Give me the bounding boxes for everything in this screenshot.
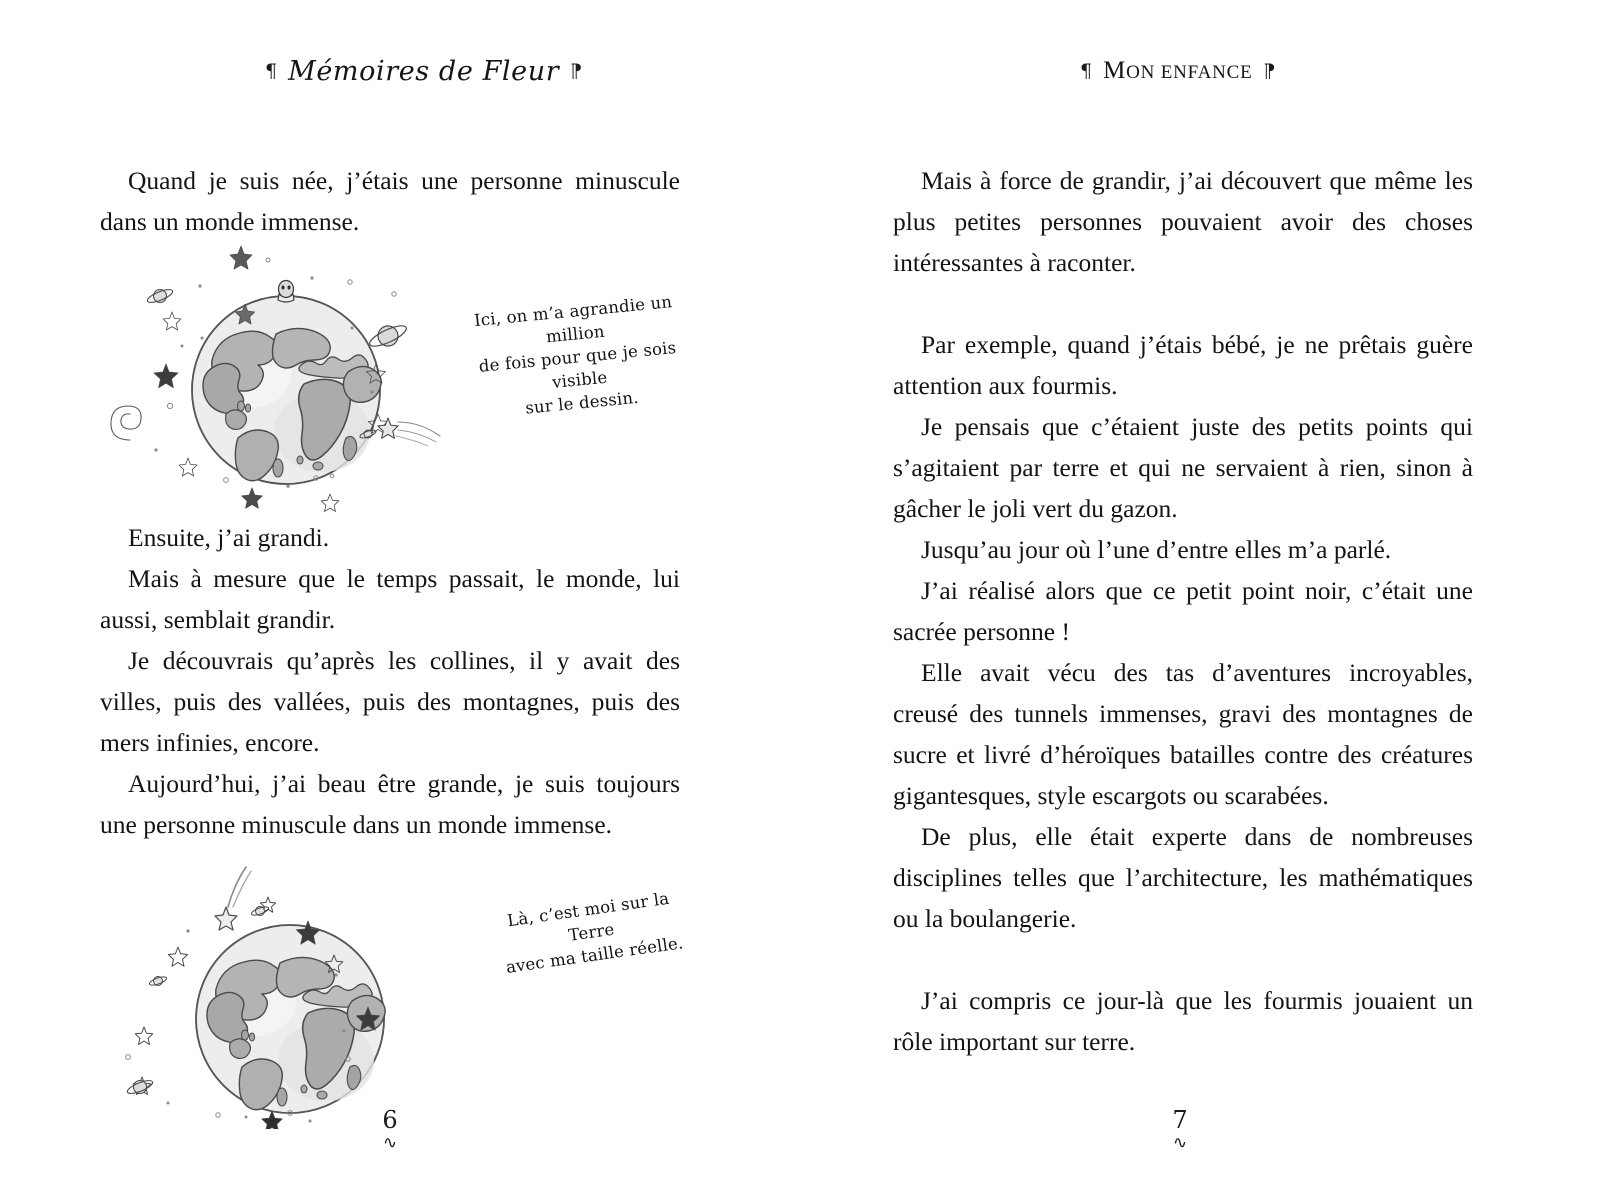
- paragraph: Mais à force de grandir, j’ai découvert que même les plus petites personnes pouvaient avoir des choses intéressantes à raconter.: [893, 166, 1473, 277]
- illustration-annotation-two: Là, c’est moi sur la Terre avec ma taille réelle.: [504, 888, 685, 977]
- paragraph: Jusqu’au jour où l’une d’entre elles m’a parlé.: [921, 535, 1392, 564]
- paragraph: Par exemple, quand j’étais bébé, je ne prêtais guère attention aux fourmis.: [893, 330, 1473, 400]
- folio-ornament-icon: ∿: [382, 1133, 398, 1153]
- comet-icon: [215, 867, 251, 930]
- spiral-galaxy-icon: [111, 406, 141, 440]
- page-number: 6: [382, 1106, 398, 1134]
- running-head-right-smallcaps: ON ENFANCE: [1126, 62, 1253, 83]
- running-head-right-title: [1103, 57, 1252, 85]
- folio-right: [1120, 1107, 1240, 1152]
- ringed-planet-icon: [251, 905, 270, 917]
- paragraph: De plus, elle était experte dans de nombreuses disciplines telles que l’architecture, les mathématiques ou la boulangerie.: [893, 822, 1473, 933]
- paragraph-spacer: [893, 939, 1473, 980]
- paragraph: Je découvrais qu’après les collines, il y avait des villes, puis des vallées, puis des montagnes, puis des mers infinies, encore.: [100, 646, 680, 757]
- running-head-left-title: Mémoires de Fleur: [288, 55, 560, 87]
- ringed-planet-icon: [146, 287, 174, 305]
- ringed-planet-icon: [367, 322, 408, 350]
- right-page-text-column: [893, 160, 1473, 1062]
- illustration-earth-actual-size: [100, 859, 685, 1129]
- paragraph: J’ai compris ce jour-là que les fourmis jouaient un rôle important sur terre.: [893, 986, 1473, 1056]
- paragraph: Quand je suis née, j’étais une personne minuscule dans un monde immense.: [100, 166, 680, 236]
- left-page-text-column: [100, 160, 685, 1129]
- illustration-annotation-one: Ici, on m’a agrandie un million de fois pour que je sois visible sur le dessin.: [473, 292, 678, 418]
- running-head-left: [265, 50, 582, 92]
- paragraph: Je pensais que c’étaient juste des petits points qui s’agitaient par terre et qui ne servaient à rien, sinon à gâcher le joli vert du gazon.: [893, 412, 1473, 523]
- flourish-right-icon: ⁋: [570, 59, 583, 82]
- paragraph-spacer: [893, 283, 1473, 324]
- ringed-planet-icon: [149, 975, 168, 987]
- folio-left: [330, 1107, 450, 1152]
- tiny-person-figure: [278, 281, 294, 303]
- flourish-right-icon: ⁋: [1263, 59, 1276, 82]
- comet-icon: [378, 418, 440, 446]
- paragraph: Ensuite, j’ai grandi.: [128, 523, 330, 552]
- paragraph: Elle avait vécu des tas d’aventures incroyables, creusé des tunnels immenses, gravi des montagnes de sucre et livré d’héroïques batailles contre des créatures gigantesques, style escargots ou scarabées.: [893, 658, 1473, 810]
- running-head-right: [1080, 50, 1276, 92]
- illustration-earth-enlarged: [100, 242, 680, 517]
- running-head-right-initial: M: [1103, 57, 1127, 84]
- ringed-planet-icon: [126, 1078, 154, 1096]
- flourish-left-icon: ⁋: [265, 59, 278, 82]
- folio-ornament-icon: ∿: [1172, 1133, 1188, 1153]
- flourish-left-icon: ⁋: [1080, 59, 1093, 82]
- paragraph: Mais à mesure que le temps passait, le monde, lui aussi, semblait grandir.: [100, 564, 680, 634]
- page-number: 7: [1172, 1106, 1188, 1134]
- paragraph: J’ai réalisé alors que ce petit point noir, c’était une sacrée personne !: [893, 576, 1473, 646]
- paragraph: Aujourd’hui, j’ai beau être grande, je suis toujours une personne minuscule dans un monde immense.: [100, 769, 680, 839]
